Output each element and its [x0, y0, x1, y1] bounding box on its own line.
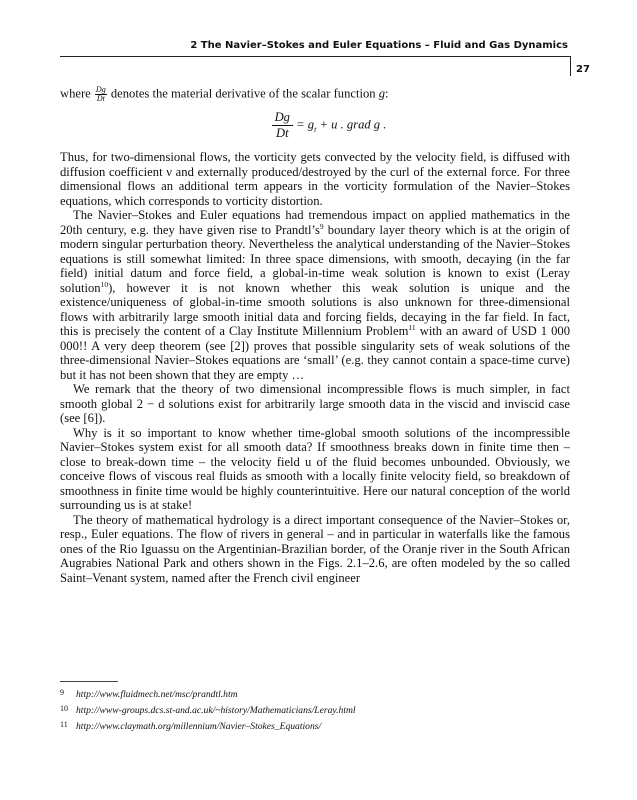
- paragraph-3: We remark that the theory of two dimensional incompressible flows is much simpler, in fact smooth global 2 − d solutions exist for arbitrarily large smooth data in the viscid and inviscid case (see [6]).: [60, 382, 570, 425]
- paragraph-2: [60, 208, 570, 382]
- equation-subscript: t: [314, 124, 317, 134]
- paragraph-2-d: with an award of USD 1 000 000!! A very deep theorem (see [2]) proves that possible singularity sets of weak solutions of the three-dimensional Navier–Stokes equations are ‘small’ (e.g. they cannot contain a space-time curve) but it has not been shown that they are empty …: [60, 324, 571, 382]
- paragraph-1: Thus, for two-dimensional flows, the vorticity gets convected by the velocity field, is diffused with diffusion coefficient ν and externally produced/destroyed by the curl of the external force. For three dimensional flows an additional term appears in the vorticity formulation of the Navier–Stokes equations, which corresponds to vorticity distortion.: [60, 150, 570, 208]
- paragraph-5: The theory of mathematical hydrology is a direct important consequence of the Navier–Stokes or, resp., Euler equations. The flow of rivers in general – and in particular in waterfalls like the famous ones of the Rio Iguassu on the Argentinian-Brazilian border, of the Oranje river in the South African Augrabies National Park and others shown in the Figs. 2.1–2.6, are often modeled by the so called Saint–Venant system, named after the French civil engineer: [60, 512, 570, 585]
- footnote-link[interactable]: http://www-groups.dcs.st-and.ac.uk/~history/Mathematicians/Leray.html: [76, 705, 356, 716]
- body-text: [60, 86, 570, 585]
- header-rule: [60, 56, 570, 57]
- intro-text: denotes the material derivative of the scalar function: [110, 86, 376, 101]
- footnote-ref-11[interactable]: 11: [408, 323, 416, 332]
- paragraph-2-c: ), however it is not known whether this weak solution is unique and the existence/uniqueness of global-in-time smooth solutions is also unknown for three-dimensional flows with arbitrarily large smooth initial data and forcing fields, decaying in the far field. In fact, this is precisely the content of a Clay Institute Millennium Problem: [60, 280, 570, 338]
- equation-rhs-rest: + u . grad g .: [316, 117, 387, 132]
- intro-var: g: [378, 86, 386, 101]
- footnote-ref-9[interactable]: 9: [319, 221, 324, 231]
- paragraph-2-b: boundary layer theory which is at the origin of modern singular perturbation theory. Nevertheless the analytical understanding of the Navier–Stokes equations is still somewhat limited: In three space dimensions, with smooth, decaying (in the far field) initial datum and force field, a global-in-time weak solution is known to exist (Leray solution: [60, 222, 570, 295]
- footnote-mark: 10: [60, 704, 68, 713]
- page-number-tick: [570, 56, 571, 76]
- intro-where: where: [60, 86, 91, 101]
- inline-fraction: $\frac{Dg}{Dt}$: [95, 85, 106, 103]
- material-derivative-equation: [60, 110, 570, 146]
- equation-content: [272, 110, 387, 141]
- footnotes: [60, 686, 570, 734]
- intro-end: :: [385, 86, 389, 101]
- footnote-link[interactable]: http://www.claymath.org/millennium/Navier–Stokes_Equations/: [76, 721, 322, 732]
- footnote-10: [60, 702, 570, 718]
- page-number: 27: [576, 64, 590, 75]
- footnote-rule: [60, 681, 118, 682]
- paragraph-2-a: The Navier–Stokes and Euler equations had tremendous impact on applied mathematics in the 20th century, e.g. they have given rise to Prandtl’s: [60, 208, 570, 237]
- running-head: 2 The Navier–Stokes and Euler Equations – Fluid and Gas Dynamics: [190, 40, 568, 51]
- footnote-mark: 11: [60, 720, 68, 729]
- footnote-11: [60, 718, 570, 734]
- footnote-link[interactable]: http://www.fluidmech.net/msc/prandtl.htm: [76, 689, 238, 700]
- footnote-9: [60, 686, 570, 702]
- footnote-mark: 9: [60, 688, 64, 697]
- intro-line: [60, 86, 570, 106]
- paragraph-4: Why is it so important to know whether time-global smooth solutions of the incompressible Navier–Stokes system exist for all smooth data? If smoothness breaks down in finite time then – close to break-down time – the velocity field u of the fluid becomes unbounded. Obviously, we conceive flows of viscous real fluids as smooth with a locally finite velocity field, so breakdown of smoothness in finite time would be highly counterintuitive. Here our natural conception of the world surrounding us is at stake!: [60, 425, 570, 512]
- equation-rhs: = g: [296, 117, 315, 132]
- equation-lhs: $\frac{Dg}{Dt}$: [272, 110, 293, 141]
- footnote-ref-10[interactable]: 10: [100, 279, 109, 289]
